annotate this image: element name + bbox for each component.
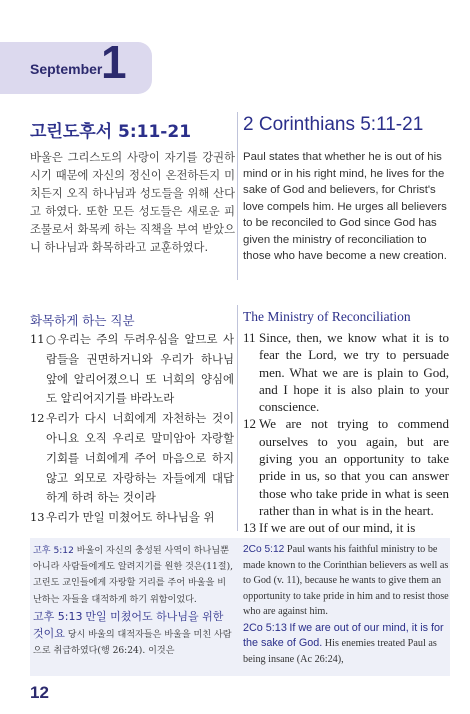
english-notes bbox=[243, 542, 449, 668]
english-verse bbox=[243, 329, 449, 415]
note-reference: 고후 5:13 bbox=[33, 609, 83, 623]
note-reference: 고후 5:12 bbox=[33, 546, 74, 556]
note-reference: 2Co 5:12 bbox=[243, 544, 285, 555]
korean-section-title: 화목하게 하는 직분 bbox=[30, 313, 135, 328]
korean-book-title: 고린도후서 5:11-21 bbox=[30, 122, 192, 142]
verse-number: 13 bbox=[30, 510, 45, 525]
verse-text: If we are out of our mind, it is bbox=[259, 520, 416, 536]
note-text: 바울이 자신의 충성된 사역이 하나님뿐 아니라 사람들에게도 알려지기를 원한 것은(11절), 고린도 교인들에게 자랑할 거리를 주어 바울을 비난하는 자들을 대적하게 하기 위함이었다. bbox=[33, 546, 234, 605]
note-text: 당시 바울의 대적자들은 바울을 미친 사람으로 취급하였다(행 26:24). 이것은 bbox=[33, 630, 232, 657]
column-divider-top bbox=[237, 112, 238, 280]
korean-verse bbox=[30, 508, 234, 528]
note-headline: 만일 미쳤어도 하나님을 위한 것이요 bbox=[33, 609, 224, 641]
date-day: 1 bbox=[101, 36, 127, 88]
korean-summary: 바울은 그리스도의 사랑이 자기를 강권하시기 때문에 자신의 정신이 온전하든지 미치든지 오직 하나님과 성도들을 위해 산다고 하였다. 또한 모든 성도들은 새로운 피조물로서 화목케 하는 직책을 부여 받았으니 하나님과 화목하라고 교훈하였다. bbox=[30, 151, 235, 254]
verse-number: 11 bbox=[243, 330, 256, 345]
verse-text: Since, then, we know what it is to fear the Lord, we try to persuade men. What we are is plain to God, and I hope it is also plain to your conscience. bbox=[259, 330, 449, 415]
date-month: September bbox=[30, 61, 103, 77]
korean-note bbox=[33, 609, 234, 660]
english-summary: Paul states that whether he is out of his mind or in his right mind, he lives for the sake of God and believers, for Christ's love compels him. He urges all believers to be reconciled to God since God has given the ministry of reconciliation to those who have become a new creation. bbox=[243, 151, 447, 262]
note-headline: If we are out of our mind, it is for the sake of God. bbox=[243, 621, 444, 649]
verse-number: 12 bbox=[243, 416, 256, 432]
korean-note bbox=[33, 543, 234, 608]
verse-text: 우리가 만일 미쳤어도 하나님을 위 bbox=[46, 510, 215, 525]
english-verse bbox=[243, 519, 449, 536]
english-verses bbox=[243, 329, 449, 537]
verse-number: 13 bbox=[243, 520, 256, 536]
verse-number: 12 bbox=[30, 411, 45, 426]
korean-notes bbox=[33, 543, 234, 660]
note-text: His enemies treated Paul as being insane (Ac 26:24), bbox=[243, 638, 437, 665]
column-divider-middle bbox=[237, 305, 238, 531]
english-section-title: The Ministry of Reconciliation bbox=[243, 309, 411, 324]
verse-text: We are not trying to commend ourselves to you again, but are giving you an opportunity to take pride in us, so that you can answer those who take pride in what is seen rather than in what is in the heart. bbox=[259, 416, 449, 518]
korean-verses bbox=[30, 330, 234, 528]
verse-text: ○우리는 주의 두려우심을 알므로 사람들을 권면하거니와 우리가 하나님 앞에 알리어졌으니 또 너희의 양심에도 알리어지기를 바라노라 bbox=[46, 332, 234, 406]
verse-text: 우리가 다시 너희에게 자천하는 것이 아니요 오직 우리로 말미암아 자랑할 기회를 너희에게 주어 마음으로 하지 않고 외모로 자랑하는 자들에게 대답하게 하려 하는 것이라 bbox=[46, 411, 234, 505]
page-number: 12 bbox=[30, 683, 49, 702]
note-text: Paul wants his faithful ministry to be made known to the Corinthian believers as well as to God (v. 11), because he wants to give them an opportunity to take pride in him and to resist those who are against him. bbox=[243, 544, 449, 617]
verse-number: 11 bbox=[30, 332, 45, 346]
note-reference: 2Co 5:13 bbox=[243, 621, 287, 634]
english-book-title: 2 Corinthians 5:11-21 bbox=[243, 114, 424, 135]
korean-verse bbox=[30, 330, 234, 409]
english-note bbox=[243, 542, 449, 620]
korean-verse bbox=[30, 409, 234, 508]
english-verse bbox=[243, 415, 449, 519]
english-note bbox=[243, 621, 449, 668]
